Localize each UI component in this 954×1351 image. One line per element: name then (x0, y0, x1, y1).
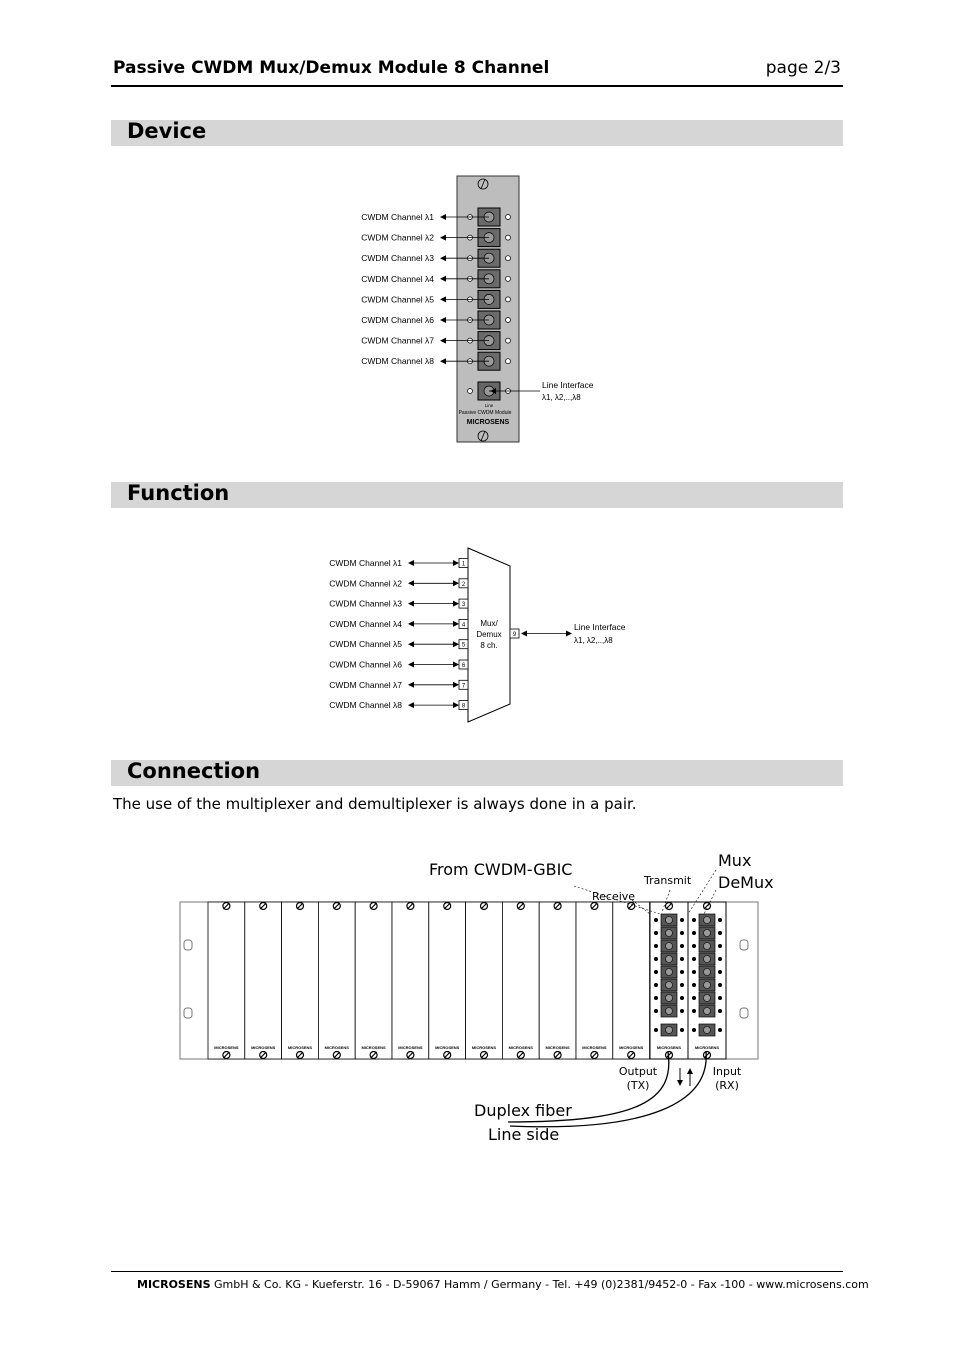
card-port-led-left (654, 970, 658, 974)
rack-slot-card (613, 902, 650, 1059)
card-port-led-right (680, 918, 684, 922)
input-label-text: Input (712, 1065, 742, 1078)
line-interface-lambdas: λ1, λ2,..,λ8 (574, 636, 613, 645)
card-port-ferrule (666, 969, 673, 976)
card-port-led-left (654, 983, 658, 987)
card-port-ferrule (666, 982, 673, 989)
function-channel-label: CWDM Channel λ7 (329, 679, 402, 690)
channel-port-led-right (506, 215, 511, 220)
footer-brand: MICROSENS (137, 1278, 211, 1291)
card-port-ferrule (704, 995, 711, 1002)
device-channel-label: CWDM Channel λ5 (361, 294, 434, 305)
card-port-ferrule (666, 917, 673, 924)
channel-arrow-head-right (453, 621, 459, 627)
mux-label-line1: Mux/ (480, 619, 498, 628)
card-port-ferrule (704, 930, 711, 937)
rack-slot-card (576, 902, 613, 1059)
card-faceplate (245, 902, 282, 1059)
channel-arrow-head (440, 338, 446, 344)
receive-label: Receive (592, 890, 636, 903)
output-label-text: Output (618, 1065, 658, 1078)
card-faceplate (282, 902, 319, 1059)
card-port-led-right (680, 983, 684, 987)
card-faceplate (392, 902, 429, 1059)
card-brand-label: MICROSENS (398, 1045, 423, 1050)
channel-port-number: 6 (461, 663, 466, 669)
card-port-led-right (718, 918, 722, 922)
channel-port-led-right (506, 297, 511, 302)
channel-port-led-right (506, 276, 511, 281)
device-channel-label: CWDM Channel λ8 (361, 356, 434, 367)
card-brand-label: MICROSENS (435, 1045, 460, 1050)
card-line-led-left (692, 1028, 696, 1032)
channel-arrow-head-right (453, 641, 459, 647)
card-faceplate (466, 902, 503, 1059)
function-channel-label: CWDM Channel λ2 (329, 578, 402, 589)
channel-arrow-head (440, 358, 446, 364)
card-brand-label: MICROSENS (508, 1045, 533, 1050)
channel-arrow-head (440, 235, 446, 241)
card-port-ferrule (704, 969, 711, 976)
card-port-ferrule (666, 930, 673, 937)
channel-arrow-head-right (453, 580, 459, 586)
card-line-led-right (718, 1028, 722, 1032)
card-faceplate (613, 902, 650, 1059)
card-brand-label: MICROSENS (582, 1045, 607, 1050)
transmit-label: Transmit (644, 874, 692, 887)
card-faceplate (318, 902, 355, 1059)
page-number: page 2/3 (765, 58, 841, 78)
function-channel-label: CWDM Channel λ6 (329, 659, 402, 670)
footer-contact (137, 1278, 869, 1291)
connection-intro-text: The use of the multiplexer and demultiplexer is always done in a pair. (113, 795, 637, 813)
channel-arrow-head-left (408, 682, 414, 688)
rack-slot-card (208, 902, 245, 1059)
rack-slot-card (502, 902, 539, 1059)
card-port-led-right (718, 957, 722, 961)
rack-slot-card (245, 902, 282, 1059)
card-port-ferrule (704, 917, 711, 924)
channel-port-number: 7 (461, 683, 466, 690)
card-port-led-right (718, 996, 722, 1000)
card-line-port-ferrule (704, 1027, 711, 1034)
function-channel-label: CWDM Channel λ1 (329, 558, 402, 568)
card-port-ferrule (704, 982, 711, 989)
card-port-ferrule (666, 943, 673, 950)
section-device (111, 120, 843, 146)
card-line-led-left (654, 1028, 658, 1032)
card-port-ferrule (704, 943, 711, 950)
channel-arrow-head-right (453, 682, 459, 688)
card-brand-label: MICROSENS (214, 1045, 239, 1050)
card-faceplate (208, 902, 245, 1059)
card-port-led-right (680, 944, 684, 948)
device-channel-label: CWDM Channel λ2 (361, 232, 434, 243)
channel-arrow-head (440, 276, 446, 282)
channel-port-led-right (506, 359, 511, 364)
channel-port-number: 1 (461, 561, 466, 568)
channel-port-number: 2 (461, 581, 466, 588)
card-port-led-right (680, 1009, 684, 1013)
mux-demux-function-diagram (320, 540, 640, 730)
channel-port-number: 3 (461, 602, 466, 609)
from-gbic-label: From CWDM-GBIC (429, 860, 573, 879)
channel-arrow-head-left (408, 702, 414, 708)
header-divider (111, 85, 843, 87)
rack-slot-card (429, 902, 466, 1059)
duplex-fiber-label: Duplex fiber (474, 1101, 572, 1120)
channel-port-led-right (506, 318, 511, 323)
channel-port-led-right (506, 338, 511, 343)
device-channel-label: CWDM Channel λ3 (361, 253, 434, 264)
card-port-ferrule (704, 956, 711, 963)
channel-arrow-head (440, 214, 446, 220)
card-brand-label: MICROSENS (471, 1045, 497, 1050)
channel-arrow-head-left (408, 621, 414, 627)
channel-port-number: 8 (461, 703, 466, 710)
line-side-label: Line side (488, 1125, 560, 1144)
channel-port-number: 5 (461, 642, 466, 649)
demux-card (688, 902, 726, 1059)
card-port-led-left (654, 996, 658, 1000)
card-line-led-right (680, 1028, 684, 1032)
line-interface-lambdas: λ1, λ2,..,λ8 (542, 393, 581, 402)
card-port-led-left (692, 931, 696, 935)
channel-arrow-head (440, 317, 446, 323)
card-port-ferrule (666, 1008, 673, 1015)
card-port-led-left (654, 957, 658, 961)
card-port-led-left (692, 1009, 696, 1013)
card-port-ferrule (666, 995, 673, 1002)
function-channel-label: CWDM Channel λ5 (329, 639, 402, 650)
card-port-led-left (692, 970, 696, 974)
channel-arrow-head-left (408, 641, 414, 647)
card-port-led-right (680, 970, 684, 974)
demux-label: DeMux (718, 873, 774, 892)
mux-label: Mux (718, 851, 752, 870)
channel-arrow-head-right (453, 702, 459, 708)
device-channel-label: CWDM Channel λ7 (361, 335, 434, 346)
card-brand-label: MICROSENS (287, 1045, 313, 1050)
channel-port-led-right (506, 256, 511, 261)
channel-arrow-head-left (408, 560, 414, 566)
card-port-led-left (692, 983, 696, 987)
input-label (704, 1065, 750, 1093)
module-brand-label: MICROSENS (466, 419, 510, 426)
card-port-ferrule (704, 1008, 711, 1015)
channel-arrow-head-left (408, 580, 414, 586)
card-brand-label: MICROSENS (619, 1045, 644, 1050)
card-faceplate (502, 902, 539, 1059)
channel-port-number: 4 (461, 622, 466, 629)
device-channel-label: CWDM Channel λ6 (361, 315, 434, 325)
output-label (612, 1065, 664, 1093)
card-port-led-left (692, 996, 696, 1000)
card-faceplate (576, 902, 613, 1059)
card-port-led-right (718, 983, 722, 987)
card-port-led-right (718, 970, 722, 974)
device-channel-label: CWDM Channel λ4 (361, 273, 434, 284)
card-brand-label: MICROSENS (251, 1045, 276, 1050)
device-channel-label: CWDM Channel λ1 (361, 212, 434, 222)
channel-arrow-head (440, 296, 446, 302)
module-name-label: Passive CWDM Module (458, 410, 512, 416)
output-label-sub: (TX) (626, 1079, 650, 1092)
line-interface-label: Line Interface (542, 380, 594, 390)
card-port-led-right (680, 957, 684, 961)
rack-slot-card (355, 902, 392, 1059)
card-port-led-left (654, 944, 658, 948)
card-brand-label: MICROSENS (324, 1045, 349, 1050)
rack-slot-card (466, 902, 503, 1059)
card-brand-label: MICROSENS (361, 1045, 386, 1050)
mux-card (650, 902, 688, 1059)
card-port-led-left (692, 918, 696, 922)
card-port-led-right (718, 1009, 722, 1013)
footer-divider (111, 1271, 843, 1272)
card-faceplate (355, 902, 392, 1059)
rack-slot-card (318, 902, 355, 1059)
rack-slot-card (392, 902, 429, 1059)
input-direction-arrow (687, 1068, 693, 1074)
section-function (111, 482, 843, 508)
section-function-title: Function (127, 481, 230, 505)
channel-arrow-head (440, 255, 446, 261)
output-direction-arrow (677, 1080, 683, 1086)
footer-address: GmbH & Co. KG - Kueferstr. 16 - D-59067 Hamm / Germany - Tel. +49 (0)2381/9452-0 - Fax -100 - www.microsens.com (210, 1278, 869, 1291)
card-port-ferrule (666, 956, 673, 963)
card-port-led-right (718, 931, 722, 935)
section-connection-title: Connection (127, 759, 261, 783)
card-brand-label: MICROSENS (545, 1045, 570, 1050)
rack-slot-card (539, 902, 576, 1059)
line-interface-label: Line Interface (574, 622, 626, 632)
card-port-led-left (692, 957, 696, 961)
function-channel-label: CWDM Channel λ3 (329, 598, 402, 609)
channel-port-led-right (506, 235, 511, 240)
card-port-led-right (680, 996, 684, 1000)
channel-arrow-head-left (408, 601, 414, 607)
channel-arrow-head-right (453, 560, 459, 566)
card-port-led-left (692, 944, 696, 948)
function-channel-label: CWDM Channel λ4 (329, 618, 402, 629)
line-port-number: 9 (512, 632, 517, 638)
function-channel-label: CWDM Channel λ8 (329, 700, 402, 711)
section-device-title: Device (127, 119, 207, 143)
card-port-led-left (654, 1009, 658, 1013)
card-port-led-right (718, 944, 722, 948)
channel-arrow-head-left (408, 662, 414, 668)
section-connection (111, 760, 843, 786)
card-port-led-left (654, 931, 658, 935)
card-port-led-right (680, 931, 684, 935)
card-brand-label: MICROSENS (694, 1045, 720, 1050)
channel-arrow-head-right (453, 662, 459, 668)
document-title: Passive CWDM Mux/Demux Module 8 Channel (113, 58, 550, 78)
card-line-port-ferrule (666, 1027, 673, 1034)
card-port-led-left (654, 918, 658, 922)
card-brand-label: MICROSENS (656, 1045, 682, 1050)
card-faceplate (429, 902, 466, 1059)
mux-label-line2: Demux (476, 630, 502, 639)
input-label-sub: (RX) (715, 1079, 739, 1092)
channel-arrow-head-right (453, 601, 459, 607)
card-faceplate (539, 902, 576, 1059)
rack-slot-card (282, 902, 319, 1059)
device-front-panel-diagram (340, 170, 620, 450)
mux-label-line3: 8 ch. (480, 641, 498, 650)
line-port-label: Line (484, 403, 494, 408)
